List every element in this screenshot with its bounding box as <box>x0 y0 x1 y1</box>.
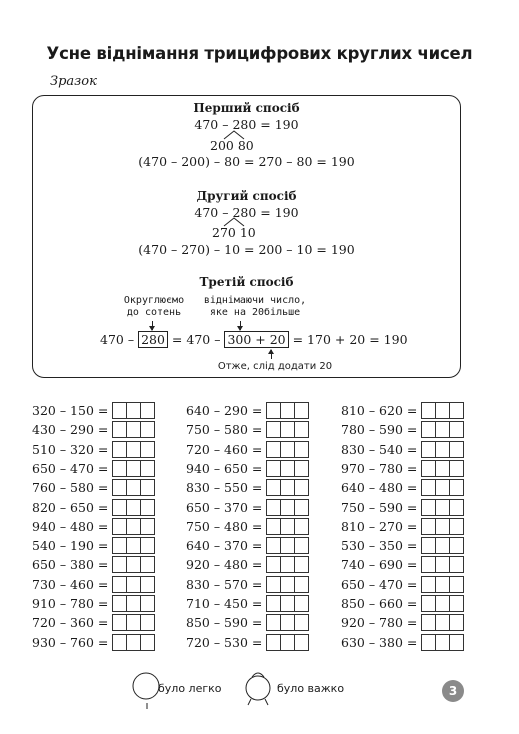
answer-cell[interactable] <box>140 479 155 496</box>
method-1-calculation: (470 – 200) – 80 = 270 – 80 = 190 <box>138 154 355 169</box>
exercise-row <box>186 498 309 517</box>
method-2-calculation: (470 – 270) – 10 = 200 – 10 = 190 <box>138 242 355 257</box>
answer-cell[interactable] <box>126 614 141 631</box>
exercise-row <box>341 440 464 459</box>
answer-cells[interactable] <box>421 518 464 535</box>
answer-cell[interactable] <box>421 421 436 438</box>
boxed-expression: 300 + 20 <box>224 331 288 348</box>
answer-cell[interactable] <box>140 441 155 458</box>
exercise-expression: 930 – 760 = <box>32 634 109 650</box>
answer-cell[interactable] <box>421 634 436 651</box>
answer-cells[interactable] <box>421 460 464 477</box>
answer-cells[interactable] <box>112 479 155 496</box>
answer-cell[interactable] <box>294 479 309 496</box>
answer-cell[interactable] <box>112 460 127 477</box>
answer-cell[interactable] <box>266 421 281 438</box>
answer-cell[interactable] <box>421 402 436 419</box>
answer-cell[interactable] <box>280 460 295 477</box>
answer-cell[interactable] <box>266 499 281 516</box>
note-subtract-line-2: яке на 20більше <box>209 307 301 318</box>
answer-cell[interactable] <box>266 441 281 458</box>
answer-cell[interactable] <box>435 634 450 651</box>
exercise-row <box>32 517 155 536</box>
method-3-equation <box>100 332 408 347</box>
eq-part: = 470 – <box>171 332 221 347</box>
exercise-expression: 720 – 360 = <box>32 615 109 631</box>
exercise-row <box>341 401 464 420</box>
answer-cell[interactable] <box>112 402 127 419</box>
answer-cell[interactable] <box>112 421 127 438</box>
answer-cells[interactable] <box>266 556 309 573</box>
answer-cells[interactable] <box>421 634 464 651</box>
hard-label: було важко <box>277 682 345 695</box>
page-title: Усне віднімання трицифрових круглих чисел <box>46 44 473 63</box>
exercise-row <box>186 555 309 574</box>
answer-cell[interactable] <box>280 441 295 458</box>
answer-cell[interactable] <box>435 595 450 612</box>
answer-cells[interactable] <box>421 595 464 612</box>
exercise-expression: 730 – 460 = <box>32 576 109 592</box>
answer-cells[interactable] <box>112 634 155 651</box>
answer-cells[interactable] <box>112 537 155 554</box>
exercise-row <box>341 594 464 613</box>
answer-cell[interactable] <box>266 576 281 593</box>
answer-cell[interactable] <box>280 556 295 573</box>
answer-cell[interactable] <box>126 576 141 593</box>
exercise-expression: 650 – 370 = <box>186 499 263 515</box>
exercise-row <box>186 536 309 555</box>
method-3-heading: Третій спосіб <box>199 275 294 289</box>
answer-cell[interactable] <box>280 499 295 516</box>
method-1-heading: Перший спосіб <box>193 101 300 115</box>
answer-cell[interactable] <box>449 614 464 631</box>
exercise-expression: 540 – 190 = <box>32 538 109 554</box>
note-round-line-2: до сотень <box>126 307 182 318</box>
exercise-row <box>32 440 155 459</box>
method-2-split: 270 10 <box>212 225 256 240</box>
exercise-row <box>186 478 309 497</box>
answer-cell[interactable] <box>435 576 450 593</box>
exercise-expression: 830 – 570 = <box>186 576 263 592</box>
answer-cell[interactable] <box>421 556 436 573</box>
answer-cell[interactable] <box>266 460 281 477</box>
answer-cell[interactable] <box>294 595 309 612</box>
exercise-row <box>341 575 464 594</box>
answer-cell[interactable] <box>294 499 309 516</box>
answer-cells[interactable] <box>112 518 155 535</box>
answer-cell[interactable] <box>421 518 436 535</box>
answer-cell[interactable] <box>421 537 436 554</box>
exercise-expression: 850 – 660 = <box>341 596 418 611</box>
answer-cell[interactable] <box>421 576 436 593</box>
answer-cells[interactable] <box>112 614 155 631</box>
answer-cells[interactable] <box>421 479 464 496</box>
answer-cell[interactable] <box>294 634 309 651</box>
exercise-expression: 720 – 530 = <box>186 634 263 650</box>
answer-cell[interactable] <box>449 556 464 573</box>
answer-cells[interactable] <box>266 614 309 631</box>
exercise-row <box>186 420 309 439</box>
method-1-equation: 470 – 280 = 190 <box>194 117 299 132</box>
answer-cell[interactable] <box>140 556 155 573</box>
answer-cell[interactable] <box>294 421 309 438</box>
answer-cell[interactable] <box>294 518 309 535</box>
exercise-expression: 830 – 540 = <box>341 441 418 457</box>
exercise-row <box>32 575 155 594</box>
exercise-row <box>341 633 464 652</box>
answer-cell[interactable] <box>294 460 309 477</box>
answer-cell[interactable] <box>294 402 309 419</box>
answer-cell[interactable] <box>266 595 281 612</box>
answer-cells[interactable] <box>266 576 309 593</box>
answer-cell[interactable] <box>126 479 141 496</box>
answer-cells[interactable] <box>421 499 464 516</box>
answer-cell[interactable] <box>266 479 281 496</box>
exercise-row <box>341 420 464 439</box>
answer-cell[interactable] <box>140 421 155 438</box>
answer-cell[interactable] <box>112 556 127 573</box>
answer-cells[interactable] <box>266 421 309 438</box>
answer-cell[interactable] <box>140 576 155 593</box>
answer-cell[interactable] <box>266 402 281 419</box>
answer-cell[interactable] <box>266 556 281 573</box>
answer-cell[interactable] <box>140 634 155 651</box>
exercise-expression: 780 – 590 = <box>341 422 418 438</box>
answer-cell[interactable] <box>126 441 141 458</box>
exercise-row <box>186 594 309 613</box>
exercise-row <box>341 517 464 536</box>
answer-cells[interactable] <box>421 537 464 554</box>
answer-cells[interactable] <box>266 441 309 458</box>
exercise-expression: 640 – 370 = <box>186 538 263 554</box>
answer-cell[interactable] <box>140 402 155 419</box>
answer-cells[interactable] <box>112 402 155 419</box>
answer-cells[interactable] <box>266 634 309 651</box>
answer-cell[interactable] <box>294 614 309 631</box>
answer-cells[interactable] <box>421 402 464 419</box>
answer-cell[interactable] <box>435 499 450 516</box>
exercise-expression: 740 – 690 = <box>341 557 418 573</box>
weight-icon <box>242 668 274 708</box>
exercise-expression: 820 – 650 = <box>32 499 109 515</box>
exercise-expression: 650 – 470 = <box>341 576 418 592</box>
exercise-expression: 940 – 480 = <box>32 518 109 534</box>
exercise-row <box>186 401 309 420</box>
answer-cell[interactable] <box>280 518 295 535</box>
exercise-expression: 940 – 650 = <box>186 460 263 476</box>
answer-cell[interactable] <box>126 634 141 651</box>
answer-cell[interactable] <box>280 537 295 554</box>
answer-cell[interactable] <box>280 479 295 496</box>
answer-cell[interactable] <box>112 441 127 458</box>
page-number: 3 <box>442 680 464 702</box>
answer-cell[interactable] <box>140 614 155 631</box>
note-round <box>118 295 190 319</box>
answer-cell[interactable] <box>435 479 450 496</box>
answer-cell[interactable] <box>294 556 309 573</box>
exercise-expression: 810 – 620 = <box>341 403 418 418</box>
answer-cell[interactable] <box>449 402 464 419</box>
answer-cells[interactable] <box>112 556 155 573</box>
answer-cell[interactable] <box>112 479 127 496</box>
exercise-expression: 510 – 320 = <box>32 441 109 457</box>
note-subtract-line-1: віднімаючи число, <box>203 295 307 306</box>
boxed-number: 280 <box>138 331 168 348</box>
answer-cells[interactable] <box>112 576 155 593</box>
exercise-row <box>32 420 155 439</box>
method-1-split: 200 80 <box>210 138 254 153</box>
answer-cell[interactable] <box>126 537 141 554</box>
exercise-expression: 760 – 580 = <box>32 480 109 496</box>
exercise-expression: 710 – 450 = <box>186 596 263 611</box>
answer-cell[interactable] <box>449 479 464 496</box>
answer-cell[interactable] <box>126 402 141 419</box>
answer-cell[interactable] <box>266 537 281 554</box>
note-add: Отже, слід додати 20 <box>217 361 333 372</box>
answer-cell[interactable] <box>435 402 450 419</box>
answer-cell[interactable] <box>435 460 450 477</box>
exercise-expression: 920 – 780 = <box>341 615 418 631</box>
answer-cells[interactable] <box>112 441 155 458</box>
answer-cell[interactable] <box>126 518 141 535</box>
answer-cell[interactable] <box>421 479 436 496</box>
exercise-row <box>32 536 155 555</box>
answer-cells[interactable] <box>112 460 155 477</box>
exercise-expression: 640 – 480 = <box>341 480 418 496</box>
exercise-row <box>341 555 464 574</box>
note-round-line-1: Округлюємо <box>123 295 185 306</box>
exercise-row <box>341 536 464 555</box>
answer-cells[interactable] <box>112 499 155 516</box>
exercise-row <box>32 498 155 517</box>
answer-cells[interactable] <box>421 421 464 438</box>
exercise-row <box>341 498 464 517</box>
answer-cell[interactable] <box>266 614 281 631</box>
exercise-expression: 750 – 580 = <box>186 422 263 438</box>
answer-cell[interactable] <box>140 499 155 516</box>
method-2-heading: Другий спосіб <box>196 189 297 203</box>
answer-cell[interactable] <box>140 518 155 535</box>
answer-cell[interactable] <box>140 537 155 554</box>
arrow-down-icon <box>240 321 241 330</box>
answer-cell[interactable] <box>266 634 281 651</box>
answer-cell[interactable] <box>140 595 155 612</box>
exercise-expression: 320 – 150 = <box>32 403 109 418</box>
answer-cell[interactable] <box>449 537 464 554</box>
answer-cell[interactable] <box>435 614 450 631</box>
exercise-row <box>341 478 464 497</box>
exercise-expression: 720 – 460 = <box>186 441 263 457</box>
answer-cell[interactable] <box>294 441 309 458</box>
answer-cell[interactable] <box>449 595 464 612</box>
exercise-row <box>186 613 309 632</box>
exercise-expression: 850 – 590 = <box>186 615 263 631</box>
answer-cell[interactable] <box>449 499 464 516</box>
answer-cell[interactable] <box>280 595 295 612</box>
answer-cell[interactable] <box>140 460 155 477</box>
answer-cells[interactable] <box>421 556 464 573</box>
answer-cell[interactable] <box>112 634 127 651</box>
answer-cells[interactable] <box>266 460 309 477</box>
answer-cell[interactable] <box>126 499 141 516</box>
answer-cell[interactable] <box>421 595 436 612</box>
method-2-equation: 470 – 280 = 190 <box>194 205 299 220</box>
answer-cells[interactable] <box>266 402 309 419</box>
exercise-row <box>341 459 464 478</box>
exercise-row <box>186 440 309 459</box>
answer-cell[interactable] <box>112 499 127 516</box>
answer-cells[interactable] <box>421 576 464 593</box>
answer-cells[interactable] <box>266 595 309 612</box>
answer-cell[interactable] <box>449 576 464 593</box>
answer-cell[interactable] <box>421 614 436 631</box>
exercise-row <box>341 613 464 632</box>
answer-cell[interactable] <box>421 441 436 458</box>
answer-cell[interactable] <box>280 614 295 631</box>
answer-cell[interactable] <box>294 576 309 593</box>
answer-cell[interactable] <box>112 595 127 612</box>
answer-cell[interactable] <box>435 421 450 438</box>
exercise-row <box>32 633 155 652</box>
answer-cell[interactable] <box>280 634 295 651</box>
arrow-down-icon <box>152 321 153 330</box>
answer-cell[interactable] <box>280 576 295 593</box>
exercise-expression: 910 – 780 = <box>32 596 109 611</box>
answer-cells[interactable] <box>266 499 309 516</box>
exercise-row <box>186 517 309 536</box>
answer-cells[interactable] <box>421 441 464 458</box>
answer-cell[interactable] <box>435 441 450 458</box>
answer-cell[interactable] <box>266 518 281 535</box>
answer-cell[interactable] <box>435 556 450 573</box>
exercise-row <box>32 613 155 632</box>
exercise-expression: 750 – 480 = <box>186 518 263 534</box>
exercise-row <box>186 633 309 652</box>
answer-cell[interactable] <box>126 595 141 612</box>
answer-cell[interactable] <box>280 421 295 438</box>
answer-cell[interactable] <box>449 441 464 458</box>
answer-cell[interactable] <box>449 421 464 438</box>
exercise-expression: 750 – 590 = <box>341 499 418 515</box>
answer-cell[interactable] <box>112 576 127 593</box>
answer-cells[interactable] <box>266 479 309 496</box>
answer-cells[interactable] <box>112 595 155 612</box>
answer-cell[interactable] <box>449 634 464 651</box>
exercise-expression: 430 – 290 = <box>32 422 109 438</box>
answer-cell[interactable] <box>435 537 450 554</box>
answer-cell[interactable] <box>449 460 464 477</box>
easy-label: було легко <box>158 682 222 695</box>
exercise-expression: 530 – 350 = <box>341 538 418 554</box>
answer-cell[interactable] <box>112 537 127 554</box>
answer-cells[interactable] <box>266 518 309 535</box>
exercise-expression: 640 – 290 = <box>186 403 263 418</box>
eq-part: = 170 + 20 = 190 <box>292 332 408 347</box>
answer-cell[interactable] <box>112 614 127 631</box>
exercise-row <box>32 459 155 478</box>
exercise-row <box>32 594 155 613</box>
answer-cell[interactable] <box>126 421 141 438</box>
exercise-expression: 830 – 550 = <box>186 480 263 496</box>
sample-label: Зразок <box>50 74 97 89</box>
answer-cell[interactable] <box>126 460 141 477</box>
answer-cell[interactable] <box>112 518 127 535</box>
exercise-row <box>186 575 309 594</box>
answer-cell[interactable] <box>435 518 450 535</box>
exercise-expression: 650 – 380 = <box>32 557 109 573</box>
exercise-row <box>32 478 155 497</box>
exercise-expression: 650 – 470 = <box>32 460 109 476</box>
exercise-expression: 920 – 480 = <box>186 557 263 573</box>
exercise-expression: 630 – 380 = <box>341 634 418 650</box>
answer-cell[interactable] <box>126 556 141 573</box>
exercise-row <box>186 459 309 478</box>
answer-cell[interactable] <box>449 518 464 535</box>
eq-part: 470 – <box>100 332 135 347</box>
exercise-row <box>32 555 155 574</box>
answer-cell[interactable] <box>421 460 436 477</box>
note-subtract <box>200 295 310 319</box>
answer-cell[interactable] <box>421 499 436 516</box>
answer-cells[interactable] <box>266 537 309 554</box>
exercise-row <box>32 401 155 420</box>
exercise-expression: 970 – 780 = <box>341 460 418 476</box>
answer-cells[interactable] <box>421 614 464 631</box>
answer-cell[interactable] <box>294 537 309 554</box>
arrow-up-icon <box>271 350 272 359</box>
exercise-expression: 810 – 270 = <box>341 518 418 534</box>
answer-cell[interactable] <box>280 402 295 419</box>
answer-cells[interactable] <box>112 421 155 438</box>
